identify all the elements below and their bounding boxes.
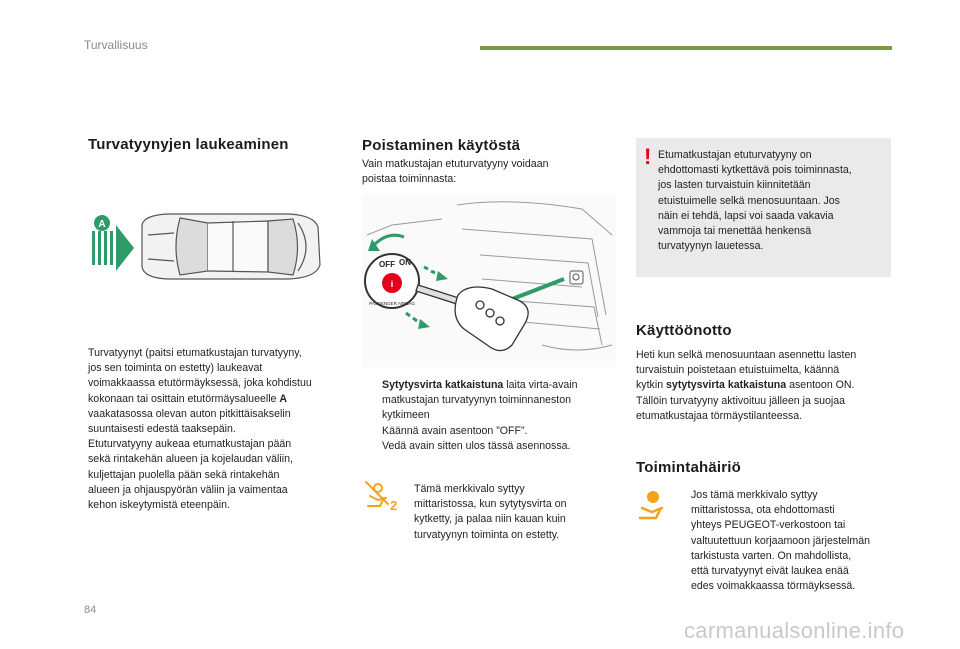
svg-text:i: i bbox=[390, 279, 394, 289]
page-number: 84 bbox=[84, 604, 97, 616]
warning-exclamation-icon: ! bbox=[644, 144, 652, 169]
heading-deactivation: Poistaminen käytöstä bbox=[362, 137, 521, 154]
watermark: carmanualsonline.info bbox=[684, 618, 905, 643]
car-topview-figure bbox=[88, 205, 338, 287]
airbag-off-lamp-icon bbox=[362, 478, 398, 514]
deployment-text: Turvatyynyt (paitsi etumatkustajan turvatyyny, jos sen toiminta on estetty) laukeavat voimakkaassa etutörmäyksessä, joka kohdistuu kokonaan tai osittain etutörmäysalueelle A vaakatasossa olevan auton pitkittäisakselin suuntaisesti edestä taaksepäin. Etuturvatyyny aukeaa etumatkustajan pään sekä rintakehän alueen ja kojelaudan väliin, kuljettajan puolella pään sekä rintakehän alueen ja ohjauspyörän väliin ja vaimentaa kehon iskeytymistä eteenpäin. bbox=[88, 347, 312, 512]
malfunction-text: Jos tämä merkkivalo syttyy mittaristossa, ota ehdottomasti yhteys PEUGEOT-verkostoon tai valtuutettuun korjaamoon järjestelmän tarkistusta varten. On mahdollista, että turvatyynyt eivät laukea enää edes voimakkaassa törmäyksessä. bbox=[691, 489, 871, 593]
warning-text: Etumatkustajan etuturvatyyny on ehdottomasti kytkettävä pois toiminnasta, jos lasten turvaistuin kiinnitetään etuistuimelle selkä menosuuntaan. Jos näin ei tehdä, lapsi voi saada vakavia vammoja tai menettää henkensä turvatyynyn lauetessa. bbox=[658, 149, 852, 253]
heading-deployment: Turvatyynyjen laukeaminen bbox=[88, 136, 289, 153]
airbag-switch-figure bbox=[362, 195, 616, 367]
step-2: Käännä avain asentoon ”OFF”. bbox=[382, 424, 528, 437]
airbag-fault-lamp-icon bbox=[636, 488, 670, 522]
figure-label-a: A bbox=[98, 219, 106, 230]
svg-text:PASSENGER AIRBAG: PASSENGER AIRBAG bbox=[369, 301, 415, 306]
svg-text:2: 2 bbox=[390, 498, 398, 513]
svg-text:ON: ON bbox=[399, 258, 411, 267]
heading-malfunction: Toimintahäiriö bbox=[636, 459, 742, 476]
deactivation-steps: Sytytysvirta katkaistuna laita virta-avain matkustajan turvatyynyn toiminnaneston kytkimeen Käännä avain asentoon ”OFF”. Vedä avain sitten ulos tässä asennossa. bbox=[366, 378, 626, 454]
impact-arrow-icon bbox=[92, 225, 134, 271]
step-1: Sytytysvirta katkaistuna laita virta-avain bbox=[382, 379, 578, 391]
activation-text: Heti kun selkä menosuuntaan asennettu lasten turvaistuin poistetaan etuistuimelta, käännä kytkin sytytysvirta katkaistuna asentoon ON. Tällöin turvatyyny aktivoituu jälleen ja suojaa etumatkustajaa törmäystilanteessa. bbox=[636, 349, 857, 422]
heading-activation: Käyttöönotto bbox=[636, 322, 732, 339]
section-bar bbox=[480, 46, 892, 50]
airbag-switch-dial bbox=[365, 254, 419, 308]
section-title: Turvallisuus bbox=[84, 38, 148, 52]
step-3: Vedä avain sitten ulos tässä asennossa. bbox=[382, 439, 571, 452]
car-icon bbox=[142, 214, 320, 279]
svg-text:OFF: OFF bbox=[379, 260, 395, 269]
deactivation-intro: Vain matkustajan etuturvatyyny voidaan poistaa toiminnasta: bbox=[362, 158, 549, 186]
off-lamp-note: Tämä merkkivalo syttyy mittaristossa, kun sytytysvirta on kytketty, ja palaa niin kauan kuin turvatyynyn toiminta on estetty. bbox=[414, 483, 567, 541]
